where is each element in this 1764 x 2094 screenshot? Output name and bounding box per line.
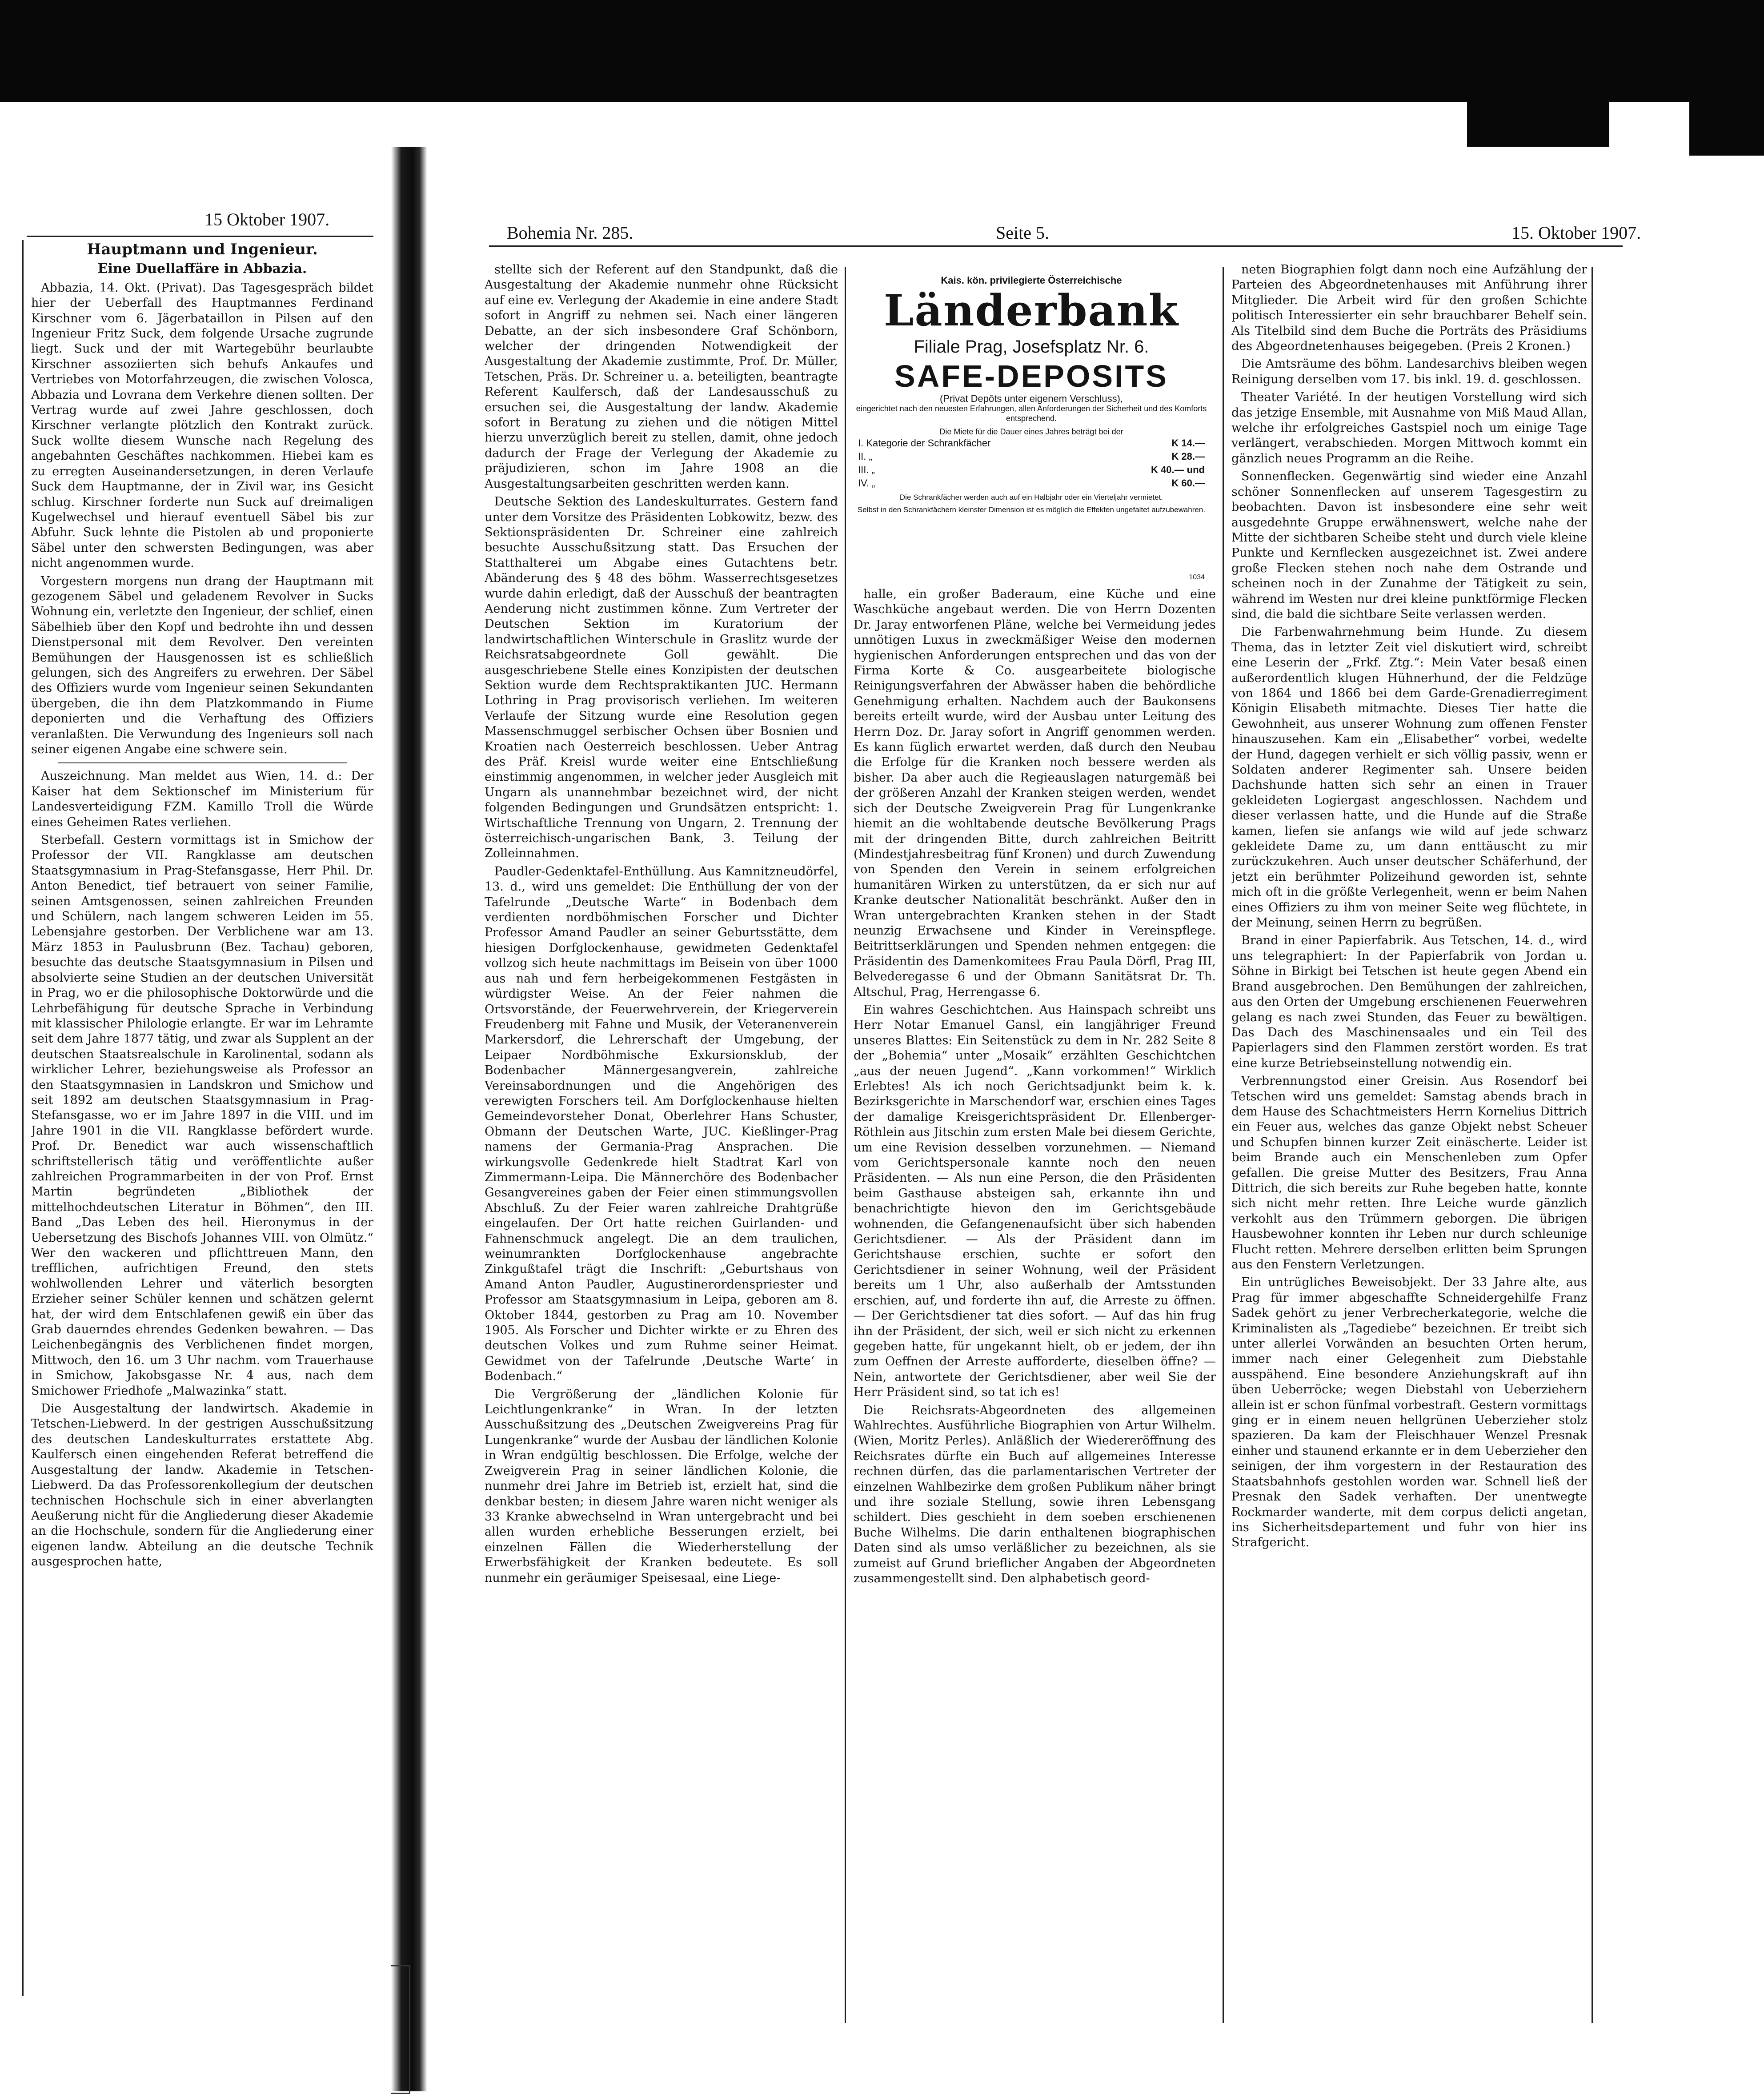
col3-paragraph: Theater Variété. In der heutigen Vorstellung wird sich das jetzige Ensemble, mit Ausnahme von Miß Maud Allan, welche ihr erfolgreiches Gastspiel noch um einige Tage verlängert, verabschieden. Morgen Mittwoch kommt ein gänzlich neues Programm an die Reihe.	[1231, 390, 1587, 465]
col2-paragraph: Die Reichsrats-Abgeordneten des allgemeinen Wahlrechtes. Ausführliche Biographien von Artur Wilhelm. (Wien, Moritz Perles). Anläßlich der Wiedereröffnung des Reichsrates dürfte ein Buch auf allgemeines Interesse rechnen dürfen, das die parlamentarischen Vertreter der einzelnen Wahlbezirke dem großen Publikum näher bringt und ihre soziale Stellung, sowie ihren Lebensgang schildert. Dies geschieht in dem soeben erschienenen Buche Wilhelms. Die darin enthaltenen biographischen Daten sind als umso verläßlicher zu bezeichnen, als sie zumeist auf Grund brieflicher Angaben der Abgeordneten zusammengestellt sind. Den alphabetisch geord-	[854, 1403, 1216, 1585]
price-value: K 40.— und	[1151, 464, 1205, 475]
left-paragraph: Abbazia, 14. Okt. (Privat). Das Tagesgespräch bildet hier der Ueberfall des Hauptmannes Ferdinand Kirschner vom 6. Jägerbataillon in Pilsen auf den Ingenieur Fritz Suck, dem folgende Ursache zugrunde liegt. Suck und der mit Wartegebühr beurlaubte Kirschner assoziierten sich behufs Ankaufes und Vertriebes von Motorfahrzeugen, die zwischen Volosca, Abbazia und Lovrana dem Verkehre dienen sollten. Der Vertrag wurde auf zwei Jahre geschlossen, doch Kirschner verlangte plötzlich den Kontrakt zurück. Suck wollte diesem Wunsche nach Regelung des angebahnten Geschäftes nachkommen. Hiebei kam es zu erregten Auseinandersetzungen, in deren Verlaufe Suck dem Hauptmanne, der in Zivil war, ins Gesicht schlug. Kirschner forderte nun Suck auf dreimaligen Kugelwechsel und hierauf eventuell Säbel bis zur Abfuhr. Suck lehnte die Pistolen ab und proponierte Säbel unter den schwersten Bedingungen, was aber nicht angenommen wurde.	[31, 281, 373, 570]
column-rule-2-top	[1223, 267, 1224, 587]
separator	[58, 762, 347, 763]
ad-line1: Kais. kön. privilegierte Österreichische	[941, 275, 1122, 286]
col3-paragraph: Ein untrügliches Beweisobjekt. Der 33 Jahre alte, aus Prag für immer abgeschaffte Schneidergehilfe Franz Sadek gehört zu jener Verbrecherkategorie, welche die Kriminalisten als „Tagediebe“ bezeichnen. Er treibt sich unter allerlei Vorwänden an besuchten Orten herum, immer nach einer Gelegenheit zum Diebstahle ausspähend. Eine besondere Anziehungskraft auf ihn üben Ueberröcke; wegen Diebstahl von Ueberziehern allein ist er schon fünfmal vorbestraft. Gestern vormittags ging er in einem neuen hellgrünen Ueberzieher stolz spazieren. Da kam der Fleischhauer Wenzel Presnak einher und staunend erkannte er in dem Ueberzieher den seinigen, der ihm vorgestern in der Restauration des Staatsbahnhofs gestohlen worden war. Schnell ließ der Presnak den Sadek verhaften. Der unentwegte Rockmarder wanderte, mit dem corpus delicti angetan, ins Sicherheitsdepartement und fuhr von hier ins Strafgericht.	[1231, 1276, 1587, 1550]
column-rule-1	[845, 267, 846, 2023]
ad-price-row	[849, 463, 1214, 477]
right-header-left: Bohemia Nr. 285.	[507, 223, 633, 243]
ad-miete-intro: Die Miete für die Dauer eines Jahres beträgt bei der	[939, 427, 1123, 436]
col1-paragraph: Paudler-Gedenktafel-Enthüllung. Aus Kamnitzneudörfel, 13. d., wird uns gemeldet: Die Enthüllung der von der Tafelrunde „Deutsche Warte“ in Bodenbach dem verdienten nordböhmischen Forscher und Dichter Professor Amand Paudler an seiner Geburtsstätte, dem hiesigen Dorfglockenhause, gewidmeten Gedenktafel vollzog sich heute nachmittags im Beisein von über 1000 aus nah und fern herbeigekommenen Festgästen in würdigster Weise. An der Feier nahmen die Ortsvorstände, der Feuerwehrverein, der Kriegerverein Freudenberg mit Fahne und Musik, der Veteranenverein Markersdorf, die Lehrerschaft der Umgebung, der Leipaer Nordböhmische Exkursionsklub, der Bodenbacher Männergesangverein, zahlreiche Vereinsabordnungen und die Angehörigen des verewigten Forschers teil. Am Dorfglockenhause hielten Gemeindevorsteher Donat, Oberlehrer Hans Schuster, Obmann der Deutschen Warte, JUC. Kießlinger-Prag namens der Germania-Prag Ansprachen. Die wirkungsvolle Gedenkrede hielt Stadtrat Karl von Zimmermann-Leipa. Die Männerchöre des Bodenbacher Gesangvereines gaben der Feier einen stimmungsvollen Abschluß. Zu der Feier waren zahlreiche Drahtgrüße eingelaufen. Der Ort hatte reichen Guirlanden- und Fahnenschmuck angelegt. Die an dem traulichen, weinumrankten Dorfglockenhause angebrachte Zinkgußtafel trägt die Inschrift: „Geburtshaus von Amand Anton Paudler, Augustinerordenspriester und Professor am Staatsgymnasium in Leipa, geboren am 8. Oktober 1844, gestorben zu Prag am 10. November 1905. Als Forscher und Dichter wirkte er zu Ehren des deutschen Volkes und zum Ruhme seiner Heimat. Gewidmet von der Tafelrunde ‚Deutsche Warte‘ in Bodenbach.“	[485, 864, 838, 1384]
ad-brand: Länderbank	[884, 285, 1179, 336]
left-paragraph: Auszeichnung. Man meldet aus Wien, 14. d.: Der Kaiser hat dem Sektionschef im Ministerium für Landesverteidigung FZM. Kamillo Troll die Würde eines Geheimen Rates verliehen.	[31, 769, 373, 829]
book-gutter	[391, 147, 427, 2091]
right-header-rule	[489, 245, 1623, 247]
ad-price-row	[849, 477, 1214, 490]
right-column-2	[854, 587, 1216, 2023]
col3-paragraph: neten Biographien folgt dann noch eine Aufzählung der Parteien des Abgeordnetenhauses mit Anführung ihrer Mitglieder. Die Arbeit wird für den großen Schichte politisch Interessierter ein sehr brauchbarer Behelf sein. Als Titelbild sind dem Buche die Porträts des Präsidiums des Abgeordnetenhauses beigegeben. (Preis 2 Kronen.)	[1231, 263, 1587, 353]
scan-border-top	[0, 0, 1764, 102]
price-value: K 14.—	[1171, 437, 1205, 449]
left-page	[0, 133, 391, 2091]
ad-price-row	[849, 450, 1214, 463]
col3-paragraph: Sonnenflecken. Gegenwärtig sind wieder eine Anzahl schöner Sonnenflecken auf unserem Tagesgestirn zu beobachten. Davon ist insbesondere eine sehr weit ausgedehnte Gruppe erwähnenswert, welche nahe der Mitte der sichtbaren Scheibe steht und durch viele kleine Punkte und Kernflecken ausgezeichnet ist. Zwei andere große Flecken stehen noch nahe dem Ostrande und scheinen noch in der Zunahme der Tätigkeit zu sein, während im Westen nur drei kleine punktförmige Flecken sind, die bald die sichtbare Seite verlassen werden.	[1231, 469, 1587, 621]
left-column-rule	[22, 240, 24, 1996]
right-header-right: 15. Oktober 1907.	[1511, 223, 1641, 243]
col3-paragraph: Die Farbenwahrnehmung beim Hunde. Zu diesem Thema, das in letzter Zeit viel diskutiert wird, schreibt eine Leserin der „Frkf. Ztg.“: Mein Vater besaß einen außerordentlich klugen Hühnerhund, der die Feldzüge von 1864 und 1866 bei dem Garde-Grenadierregiment Königin Elisabeth mitmachte. Dieses Tier hatte die Gewohnheit, aus unserer Wohnung zum offenen Fenster hinauszusehen. Kam ein „Elisabether“ vorbei, wedelte der Hund, dagegen verhielt er sich völlig passiv, wenn er Soldaten anderer Regimenter sah. Unsere beiden Dachshunde hatten sich sehr an einen in Trauer gekleideten Logiergast angeschlossen. Nachdem und dieser verlassen hatte, und die Hunde auf die Straße kamen, liefen sie anfangs wie wild auf jede schwarz gekleidete Dame zu, um dann enttäuscht zu mir zurückzukehren. Auch unser deutscher Schäferhund, der jetzt ein berühmter Polizeihund geworden ist, sehnte mich oft in die größte Verlegenheit, wenn er beim Nahen eines Offiziers zu ihm von meiner Seite weg flüchtete, in der Meinung, seinen Herrn zu begrüßen.	[1231, 625, 1587, 930]
article-subtitle: Eine Duellaffäre in Abbazia.	[97, 261, 307, 277]
left-column	[31, 240, 373, 2018]
right-header-center: Seite 5.	[996, 223, 1049, 243]
price-label: III. „	[858, 464, 875, 475]
col1-paragraph: Die Vergrößerung der „ländlichen Kolonie für Leichtlungenkranke“ in Wran. In der letzten Ausschußsitzung des „Deutschen Zweigvereins Prag für Lungenkranke“ wurde der Ausbau der ländlichen Kolonie in Wran endgültig beschlossen. Die Erfolge, welche der Zweigverein Prag in seiner ländlichen Kolonie, die nunmehr drei Jahre im Betrieb ist, erzielt hat, sind die denkbar besten; in diesem Jahre waren nicht weniger als 33 Kranke abwechselnd in Wran untergebracht und bei allen wurden erhebliche Besserungen erzielt, bei einzelnen Fällen die Wiederherstellung der Erwerbsfähigkeit der Kranken bedeutete. Es soll nunmehr ein geräumiger Speisesaal, eine Liege-	[485, 1387, 838, 1585]
col3-paragraph: Brand in einer Papierfabrik. Aus Tetschen, 14. d., wird uns telegraphiert: In der Papierfabrik von Jordan u. Söhne in Birkigt bei Tetschen ist heute gegen Abend ein Brand ausgebrochen. Den Bemühungen der zahlreichen, aus den Orten der Umgebung erschienenen Feuerwehren gelang es nach zwei Stunden, das Feuer zu bewältigen. Das Dach des Maschinensaales und ein Teil des Papierlagers sind den Flammen zerstört worden. Es trat eine kurze Betriebseinstellung notwendig ein.	[1231, 934, 1587, 1070]
article-title: Hauptmann und Ingenieur.	[87, 241, 318, 258]
column-rule-2	[1223, 582, 1224, 2023]
ad-sub1: (Privat Depôts unter eigenem Verschluss),	[939, 393, 1123, 404]
left-paragraph: Vorgestern morgens nun drang der Hauptmann mit gezogenem Säbel und geladenem Revolver in Sucks Wohnung ein, verletzte den Ingenieur, der schlief, einen Säbelhieb über den Kopf und bedrohte ihn und dessen Dienstpersonal mit dem Revolver. Den vereinten Bemühungen der Hausgenossen ist es schließlich gelungen, sich des Angreifers zu erwehren. Der Säbel des Offiziers wurde vom Ingenieur seinen Sekundanten übergeben, die ihn dem Platzkommando in Fiume deponierten und die Verhaftung des Offiziers veranlaßten. Die Verwundung des Ingenieurs soll nach seiner eigenen Angabe eine schwere sein.	[31, 574, 373, 756]
left-header-rule	[27, 236, 373, 237]
ad-safe-deposits: SAFE-DEPOSITS	[894, 359, 1168, 393]
col3-paragraph: Verbrennungstod einer Greisin. Aus Rosendorf bei Tetschen wird uns gemeldet: Samstag abends brach in dem Hause des Schachtmeisters Herrn Kornelius Dittrich ein Feuer aus, welches das ganze Objekt nebst Scheuer und Schupfen binnen kurzer Zeit einäscherte. Leider ist beim Brande auch ein Menschenleben zum Opfer gefallen. Die greise Mutter des Besitzers, Frau Anna Dittrich, die sich bereits zur Ruhe begeben hatte, konnte sich nicht mehr retten. Ihre Leiche wurde gänzlich verkohlt aus den Trümmern geborgen. Die übrigen Hausbewohner konnten ihr Leben nur durch schleunige Flucht retten. Mehrere derselben erlitten beim Sprungen aus den Fenstern Verletzungen.	[1231, 1074, 1587, 1272]
column-rule-3	[1592, 267, 1593, 2023]
ad-branch: Filiale Prag, Josefsplatz Nr. 6.	[914, 337, 1149, 357]
laenderbank-advertisement	[849, 272, 1214, 583]
left-paragraph: Die Ausgestaltung der landwirtsch. Akademie in Tetschen-Liebwerd. In der gestrigen Ausschußsitzung des deutschen Landeskulturrates erstattete Abg. Kaulfersch einen eingehenden Referat betreffend die Ausgestaltung der landw. Akademie in Tetschen-Liebwerd. Da das Professorenkollegium der deutschen technischen Hochschule sich in einer abverlangten Aeußerung nicht für die Angliederung dieser Akademie an die Hochschule, sondern für die Angliederung einer eigenen landw. Abteilung an die deutsche Technik ausgesprochen hatte,	[31, 1402, 373, 1569]
ad-sub2: eingerichtet nach den neuesten Erfahrungen, allen Anforderungen der Sicherheit und des Komforts entsprechend.	[856, 404, 1207, 423]
col1-paragraph: stellte sich der Referent auf den Standpunkt, daß die Ausgestaltung der Akademie nunmehr ohne Rücksicht auf eine ev. Verlegung der Akademie in eine andere Stadt sofort in Angriff zu nehmen sei. Nach einer längeren Debatte, an der sich insbesondere Graf Schönborn, welcher der dringenden Notwendigkeit der Ausgestaltung der Akademie zustimmte, Prof. Dr. Müller, Tetschen, Präs. Dr. Schreiner u. a. beteiligten, beantragte Referent Kaulfersch, daß der Landesausschuß zu ersuchen sei, die Ausgestaltung der landw. Akademie sofort in Beratung zu ziehen und die nötigen Mittel hierzu unverzüglich bereit zu stellen, damit, ohne jedoch dadurch der Frage der Verlegung der Akademie zu präjudizieren, schon im Jahre 1908 an die Ausgestaltungsarbeiten geschritten werden kann.	[485, 263, 838, 491]
ad-price-row	[849, 437, 1214, 450]
ad-code: 1034	[1189, 574, 1205, 581]
price-label: II. „	[858, 451, 872, 462]
right-column-1	[485, 262, 838, 2023]
left-header-date: 15 Oktober 1907.	[204, 209, 330, 229]
right-column-3	[1231, 262, 1587, 2023]
col2-paragraph: halle, ein großer Baderaum, eine Küche und eine Waschküche angebaut werden. Die von Herrn Dozenten Dr. Jaray entworfenen Pläne, welche bei Vermeidung jedes unnötigen Luxus in zweckmäßiger Weise den modernen hygienischen Anforderungen entsprechen und das von der Firma Korte & Co. ausgearbeitete biologische Reinigungsverfahren der Abwässer haben die behördliche Genehmigung erhalten. Nachdem auch der Baukonsens bereits erteilt wurde, wird der Ausbau unter Leitung des Herrn Doz. Dr. Jaray sofort in Angriff genommen werden. Es kann füglich erwartet werden, daß durch den Neubau die Erfolge für die Kranken noch bessere werden als bisher. Da aber auch die Regieauslagen naturgemäß bei der größeren Anzahl der Kranken steigen werden, wendet sich der Deutsche Zweigverein Prag für Lungenkranke hiemit an die wohltabende deutsche Bevölkerung Prags mit der dringenden Bitte, durch zahlreichen Beitritt (Mindestjahresbeitrag fünf Kronen) und durch Zuwendung von Spenden den Verein in seinem erfolgreichen humanitären Wirken zu unterstützen, da er sich nur auf Kranke deutscher Nationalität beschränkt. Außer den in Wran untergebrachten Kranken stehen in der Stadt neunzig Erwachsene und Kinder in Vereinspflege. Beitrittserklärungen und Spenden nehmen entgegen: die Präsidentin des Damenkomitees Frau Paula Dörfl, Prag III, Belvederegasse 6 und der Obmann Sanitätsrat Dr. Th. Altschul, Prag, Herrengasse 6.	[854, 587, 1216, 999]
left-paragraph: Sterbefall. Gestern vormittags ist in Smichow der Professor der VII. Rangklasse am deutschen Staatsgymnasium in Prag-Stefansgasse, Herr Phil. Dr. Anton Benedict, tief betrauert von seiner Familie, seinen Amtsgenossen, seinen zahlreichen Freunden und Schülern, nach langem schweren Leiden im 55. Lebensjahre gestorben. Der Verblichene war am 13. März 1853 in Paulusbrunn (Bez. Tachau) geboren, besuchte das deutsche Staatsgymnasium in Pilsen und absolvierte seine Studien an der deutschen Universität in Prag, wo er die philosophische Doktorwürde und die Lehrbefähigung für deutsche Sprache in Verbindung mit klassischer Philologie erlangte. Er war im Lehramte seit dem Jahre 1877 tätig, und zwar als Supplent an der deutschen Staatsrealschule in Karolinental, sodann als wirklicher Lehrer, beziehungsweise als Professor an den Staatsgymnasien in Landskron und Smichow und seit 1892 am deutschen Staatsgymnasium in Prag-Stefansgasse, wo er im Jahre 1897 in die VIII. und im Jahre 1901 in die VII. Rangklasse befördert wurde. Prof. Dr. Benedict war auch wissenschaftlich schriftstellerisch tätig und veröffentlichte außer zahlreichen Programmarbeiten in der von Prof. Ernst Martin begründeten „Bibliothek der mittelhochdeutschen Literatur in Böhmen“, den III. Band „Das Leben des heil. Hieronymus in der Uebersetzung des Bischofs Johannes VIII. von Olmütz.“ Wer den wackeren und pflichttreuen Mann, den trefflichen, aufrichtigen Freund, den stets wohlwollenden Lehrer und väterlich besorgten Erzieher seiner Schüler kennen und schätzen gelernt hat, der wird dem Entschlafenen gewiß ein über das Grab dauerndes ehrendes Gedenken bewahren. — Das Leichenbegängnis des Verblichenen findet morgen, Mittwoch, den 16. um 3 Uhr nachm. vom Trauerhause in Smichow, Jakobsgasse Nr. 4 aus, nach dem Smichower Friedhofe „Malwazinka“ statt.	[31, 833, 373, 1398]
col3-paragraph: Die Amtsräume des böhm. Landesarchivs bleiben wegen Reinigung derselben vom 17. bis inkl. 19. d. geschlossen.	[1231, 357, 1587, 386]
col1-paragraph: Deutsche Sektion des Landeskulturrates. Gestern fand unter dem Vorsitze des Präsidenten Lobkowitz, bezw. des Sektionspräsidenten Dr. Schreiner eine zahlreich besuchte Ausschußsitzung statt. Das Ersuchen der Statthalterei um Abgabe eines Gutachtens betr. Abänderung des § 48 des böhm. Wasserrechtsgesetzes wurde dahin erledigt, daß der Ausschuß der beantragten Aenderung nicht zustimmen könne. Zum Vertreter der Deutschen Sektion im Kuratorium der landwirtschaftlichen Winterschule in Graslitz wurde der Reichsratsabgeordnete Goll gewählt. Die ausgeschriebene Stelle eines Konzipisten der deutschen Sektion wurde dem Rechtspraktikanten JUC. Hermann Lothring in Prag provisorisch verliehen. Im weiteren Verlaufe der Sitzung wurde eine Resolution gegen Massenschmuggel serbischer Ochsen über Bosnien und Kroatien nach Oesterreich beschlossen. Ueber Antrag des Präf. Kreisl wurde weiter eine Entschließung einstimmig angenommen, in welcher jeder Ausgleich mit Ungarn als unannehmbar bezeichnet wird, der nicht folgenden Bedingungen und Grundsätzen entspricht: 1. Wirtschaftliche Trennung von Ungarn, 2. Trennung der österreichisch-ungarischen Bank, 3. Teilung der Zolleinnahmen.	[485, 495, 838, 861]
price-value: K 60.—	[1171, 477, 1205, 489]
ad-foot1: Die Schrankfächer werden auch auf ein Halbjahr oder ein Vierteljahr vermietet.	[899, 493, 1163, 501]
price-value: K 28.—	[1171, 451, 1205, 462]
price-label: I. Kategorie der Schrankfächer	[858, 437, 991, 449]
gutter-edge	[391, 1965, 410, 2094]
col2-paragraph: Ein wahres Geschichtchen. Aus Hainspach schreibt uns Herr Notar Emanuel Gansl, ein langjähriger Freund unseres Blattes: Ein Seitenstück zu dem in Nr. 282 Seite 8 der „Bohemia“ unter „Mosaik“ erzählten Geschichtchen „aus der neuen Jugend“. „Kann vorkommen!“ Wirklich Erlebtes! Als ich noch Gerichtsadjunkt beim k. k. Bezirksgerichte in Marschendorf war, erschien eines Tages der damalige Kreisgerichtspräsident Dr. Ellenberger-Röthlein aus Jitschin zum ersten Male bei diesem Gerichte, um eine Revision desselben vorzunehmen. — Niemand vom Gerichtspersonale kannte noch den neuen Präsidenten. — Als nun eine Person, die den Präsidenten beim Gasthause absteigen sah, erkannte ihn und benachrichtigte hievon den im Gerichtsgebäude wohnenden, die Gefangenenaufsicht über sich habenden Gerichtsdiener. — Als der Präsident dann im Gerichtshause erschien, suchte er sofort den Gerichtsdiener in seiner Wohnung, weil der Präsident bereits um 1 Uhr, also außerhalb der Amtsstunden erschien, auf, und forderte ihn auf, die Arreste zu öffnen. — Der Gerichtsdiener tat dies sofort. — Auf das hin frug ihn der Präsident, der sich, weil er sich nicht zu erkennen gegeben hatte, für ungekannt hielt, ob er jedem, der ihn zum Oeffnen der Arreste aufforderte, dieselben öffne? — Nein, antwortete der Gerichtsdiener, aber weil Sie der Herr Präsident sind, so tat ich es!	[854, 1003, 1216, 1400]
price-label: IV. „	[858, 477, 875, 489]
ad-foot2: Selbst in den Schrankfächern kleinster Dimension ist es möglich die Effekten ungefaltet aufzubewahren.	[857, 505, 1206, 514]
